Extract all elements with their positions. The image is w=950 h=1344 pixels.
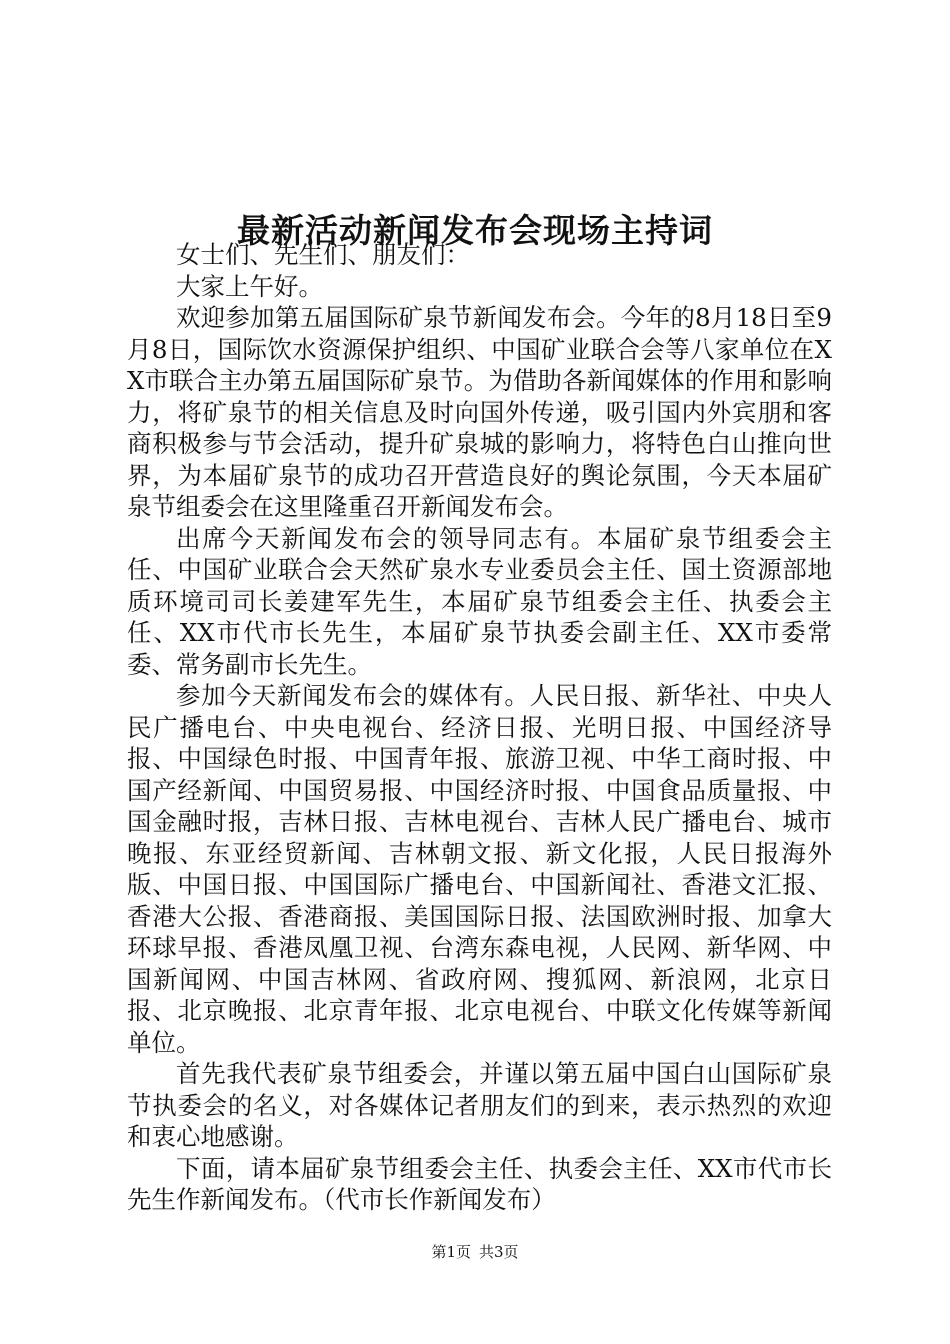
page-total: 共3页 xyxy=(479,1243,519,1261)
page-footer xyxy=(0,1242,950,1262)
paragraph-next: 下面，请本届矿泉节组委会主任、执委会主任、XX市代市长先生作新闻发布。（代市长作新闻发布） xyxy=(127,1153,832,1214)
paragraph-thanks: 首先我代表矿泉节组委会，并谨以第五届中国白山国际矿泉节执委会的名义，对各媒体记者朋友们的到来，表示热烈的欢迎和衷心地感谢。 xyxy=(127,1059,832,1151)
paragraph-attending-leaders: 出席今天新闻发布会的领导同志有。本届矿泉节组委会主任、中国矿业联合会天然矿泉水专业委员会主任、国土资源部地质环境司司长姜建军先生，本届矿泉节组委会主任、执委会主任、XX市代市长先生，本届矿泉节执委会副主任、XX市委常委、常务副市长先生。 xyxy=(127,523,832,679)
salutation: 女士们、先生们、朋友们： xyxy=(176,240,470,269)
page-title: 最新活动新闻发布会现场主持词 xyxy=(237,211,713,251)
paragraph-attending-media: 参加今天新闻发布会的媒体有。人民日报、新华社、中央人民广播电台、中央电视台、经济日报、光明日报、中国经济导报、中国绿色时报、中国青年报、旅游卫视、中华工商时报、中国产经新闻、中国贸易报、中国经济时报、中国食品质量报、中国金融时报，吉林日报、吉林电视台、吉林人民广播电台、城市晚报、东亚经贸新闻、吉林朝文报、新文化报，人民日报海外版、中国日报、中国国际广播电台、中国新闻社、香港文汇报、香港大公报、香港商报、美国国际日报、法国欧洲时报、加拿大环球早报、香港凤凰卫视、台湾东森电视，人民网、新华网、中国新闻网、中国吉林网、省政府网、搜狐网、新浪网，北京日报、北京晚报、北京青年报、北京电视台、中联文化传媒等新闻单位。 xyxy=(127,681,832,1057)
page-number: 第1页 xyxy=(431,1243,471,1261)
document-body xyxy=(127,239,832,1216)
paragraph-welcome: 欢迎参加第五届国际矿泉节新闻发布会。今年的8月18日至9月8日，国际饮水资源保护组织、中国矿业联合会等八家单位在XX市联合主办第五届国际矿泉节。为借助各新闻媒体的作用和影响力，将矿泉节的相关信息及时向国外传递，吸引国内外宾朋和客商积极参与节会活动，提升矿泉城的影响力，将特色白山推向世界，为本届矿泉节的成功召开营造良好的舆论氛围，今天本届矿泉节组委会在这里隆重召开新闻发布会。 xyxy=(127,303,832,521)
greeting: 大家上午好。 xyxy=(176,271,323,301)
